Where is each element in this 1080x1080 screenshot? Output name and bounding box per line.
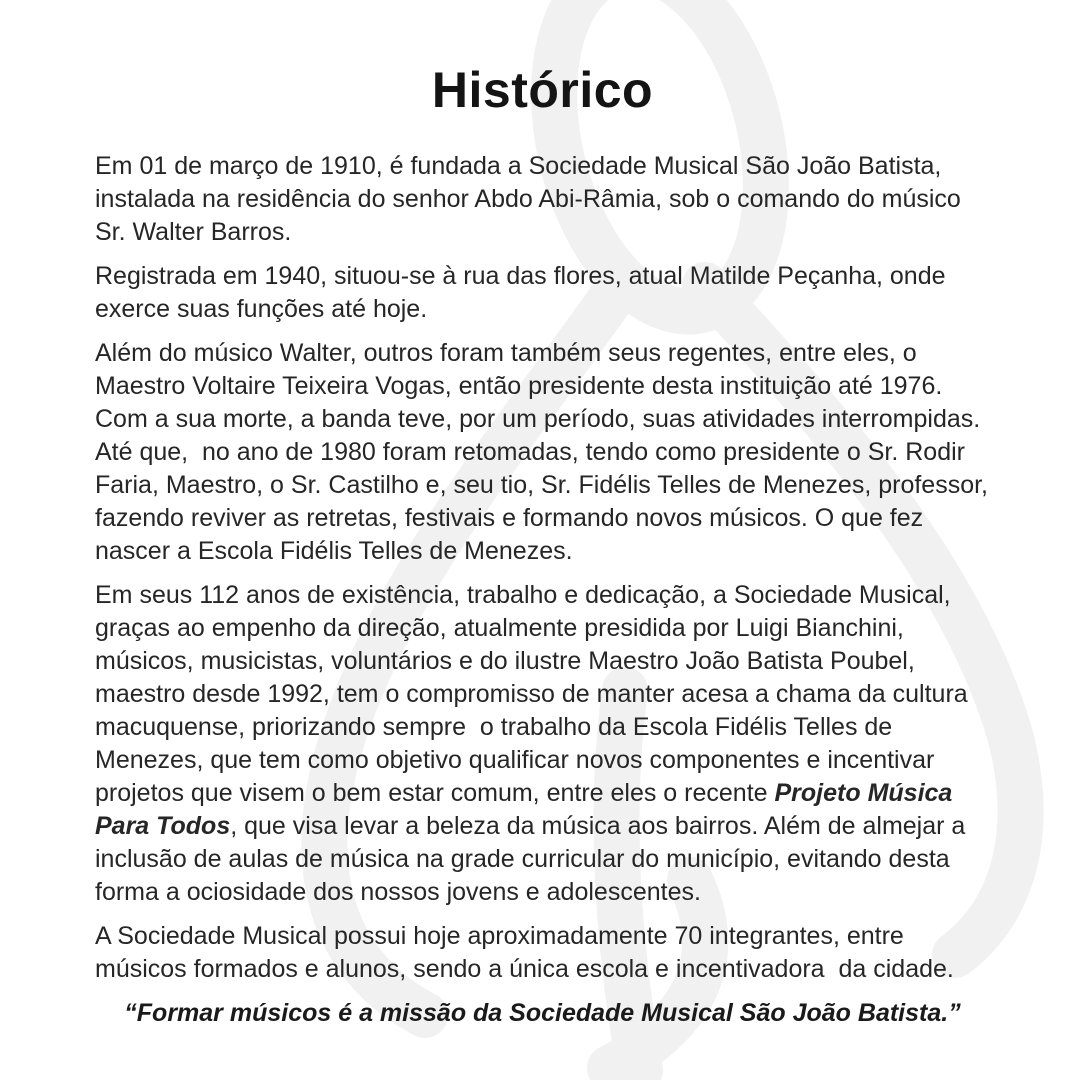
text-line: Em seus 112 anos de existência, trabalho e dedicação, a Sociedade Musical, [95,581,951,609]
paragraph [95,150,990,249]
closing-quote: “Formar músicos é a missão da Sociedade Musical São João Batista.” [124,999,961,1027]
text-line: macuquense, priorizando sempre o trabalho da Escola Fidélis Telles de [95,713,893,741]
paragraph [95,337,990,568]
text-line: músicos formados e alunos, sendo a única escola e incentivadora da cidade. [95,955,954,983]
text-line: projetos que visem o bem estar comum, entre eles o recente Projeto Música [95,779,953,807]
content [95,58,990,1030]
body-paragraphs [95,150,990,986]
text-line: Até que, no ano de 1980 foram retomadas, tendo como presidente o Sr. Rodir [95,438,965,466]
text-line: Faria, Maestro, o Sr. Castilho e, seu tio, Sr. Fidélis Telles de Menezes, professor, [95,471,988,499]
text-line: músicos, musicistas, voluntários e do ilustre Maestro João Batista Poubel, [95,647,915,675]
text-line: Maestro Voltaire Teixeira Vogas, então presidente desta instituição até 1976. [95,372,943,400]
paragraph [95,260,990,326]
text-line: inclusão de aulas de música na grade curricular do município, evitando desta [95,845,950,873]
text-line: nascer a Escola Fidélis Telles de Menezes. [95,537,573,565]
text-line: instalada na residência do senhor Abdo Abi-Râmia, sob o comando do músico [95,185,961,213]
text-line: Com a sua morte, a banda teve, por um período, suas atividades interrompidas. [95,405,981,433]
text-line: Menezes, que tem como objetivo qualificar novos componentes e incentivar [95,746,935,774]
text-line: Para Todos, que visa levar a beleza da música aos bairros. Além de almejar a [95,812,966,840]
text-line: graças ao empenho da direção, atualmente presidida por Luigi Bianchini, [95,614,904,642]
text-line: Sr. Walter Barros. [95,218,292,246]
text-line: Além do músico Walter, outros foram também seus regentes, entre eles, o [95,339,917,367]
page-title: Histórico [431,62,654,118]
text-line: forma a ociosidade dos nossos jovens e adolescentes. [95,878,701,906]
text-line: maestro desde 1992, tem o compromisso de manter acesa a chama da cultura [95,680,968,708]
text-line: exerce suas funções até hoje. [95,295,428,323]
paragraph [95,579,990,909]
text-line: fazendo reviver as retretas, festivais e formando novos músicos. O que fez [95,504,924,532]
text-line: A Sociedade Musical possui hoje aproximadamente 70 integrantes, entre [95,922,904,950]
text-line: Em 01 de março de 1910, é fundada a Sociedade Musical São João Batista, [95,152,942,180]
paragraph [95,920,990,986]
text-line: Registrada em 1940, situou-se à rua das flores, atual Matilde Peçanha, onde [95,262,946,290]
